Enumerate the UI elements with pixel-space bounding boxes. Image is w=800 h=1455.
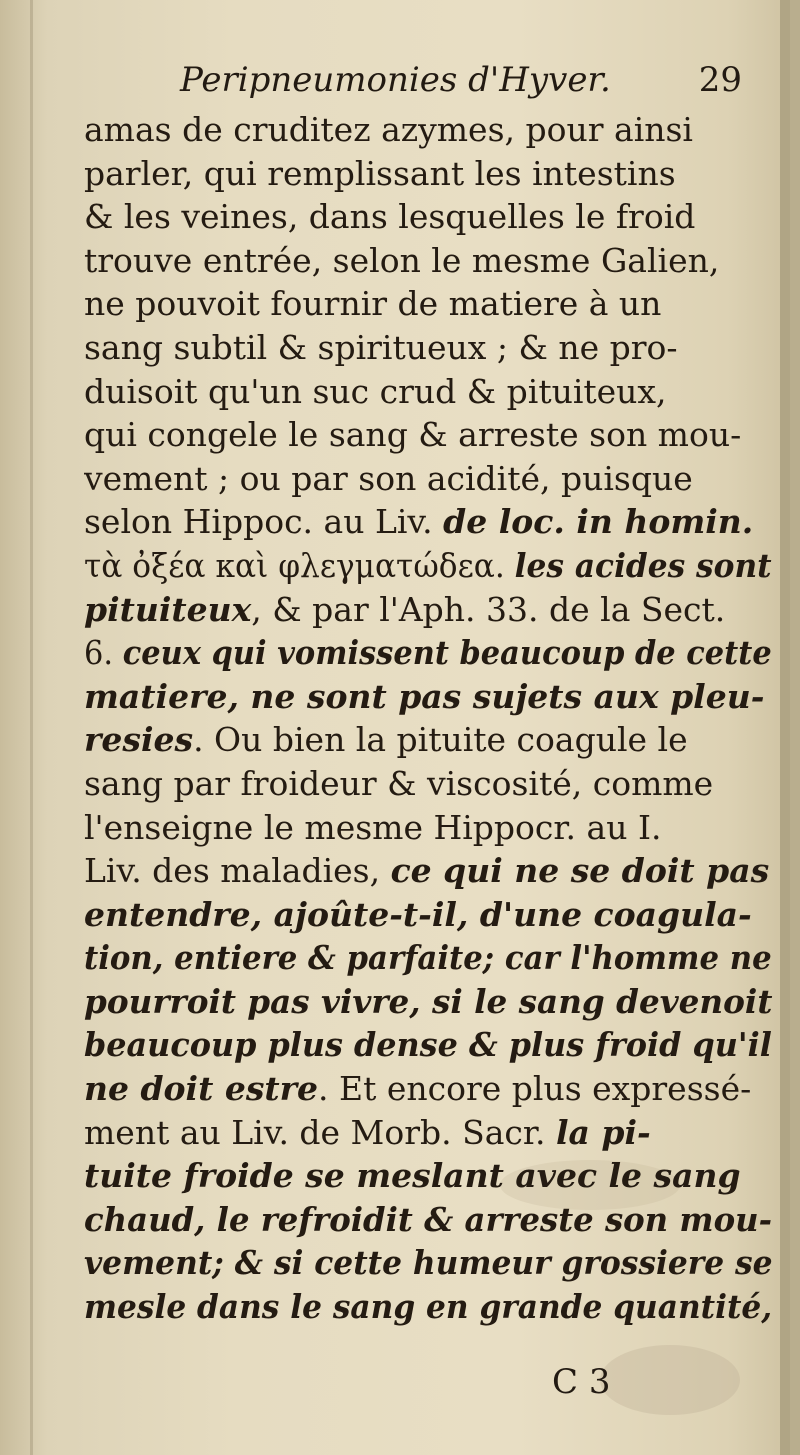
roman-segment: τὰ ὀξέα καὶ φλεγματώδεα. (84, 545, 515, 585)
italic-segment: chaud, le refroidit & arreste son mou- (84, 1199, 773, 1239)
roman-segment: 6. (84, 633, 123, 673)
text-line (84, 544, 772, 588)
gutter-shadow (30, 0, 33, 1455)
italic-segment: matiere, ne sont pas sujets aux pleu- (84, 676, 765, 716)
text-line (84, 893, 772, 937)
italic-segment: la pi- (556, 1112, 651, 1152)
roman-segment: trouve entrée, selon le mesme Galien, (84, 240, 720, 280)
text-line (84, 1111, 772, 1155)
roman-segment: . Et encore plus expressé- (318, 1069, 752, 1109)
roman-segment: amas de cruditez azymes, pour ainsi (84, 110, 693, 149)
italic-segment: les acides sont (514, 545, 772, 585)
text-line (84, 1285, 772, 1329)
text-line (84, 980, 772, 1024)
signature-mark: C 3 (552, 1362, 611, 1402)
italic-segment: mesle dans le sang en grande quantité, (84, 1287, 773, 1327)
roman-segment: & les veines, dans lesquelles le froid (84, 197, 696, 237)
italic-segment: vement; & si cette humeur grossiere se (84, 1243, 773, 1283)
text-line (84, 1198, 772, 1242)
roman-segment: parler, qui remplissant les intestins (84, 153, 676, 193)
roman-segment: , & par l'Aph. 33. de la Sect. (251, 589, 726, 629)
italic-segment: beaucoup plus dense & plus froid qu'il (84, 1025, 772, 1065)
text-line (84, 588, 772, 632)
roman-segment: sang subtil & spiritueux ; & ne pro- (84, 327, 678, 367)
text-line (84, 282, 772, 326)
italic-segment: tion, entiere & parfaite; car l'homme ne (84, 938, 772, 978)
roman-segment: qui congele le sang & arreste son mou- (84, 415, 742, 455)
page-number: 29 (698, 60, 742, 100)
text-line (84, 326, 772, 370)
italic-segment: ceux qui vomissent beaucoup de cette (122, 633, 772, 673)
text-line (84, 936, 772, 980)
text-line (84, 718, 772, 762)
italic-segment: de loc. in homin. (443, 502, 754, 542)
roman-segment: . Ou bien la pituite coagule le (193, 720, 688, 760)
roman-segment: ment au Liv. de Morb. Sacr. (84, 1112, 556, 1152)
text-line (84, 152, 772, 196)
italic-segment: ne doit estre (84, 1069, 319, 1109)
roman-segment: vement ; ou par son acidité, puisque (84, 458, 693, 498)
italic-segment: entendre, ajoûte-t-il, d'une coagula- (84, 894, 752, 934)
roman-segment: Liv. des maladies, (84, 851, 391, 891)
italic-segment: pituiteux (84, 589, 252, 629)
running-title: Peripneumonies d'Hyver. (180, 60, 611, 100)
text-line (84, 806, 772, 850)
italic-segment: resies (84, 720, 194, 760)
running-head (180, 58, 752, 108)
italic-segment: pourroit pas vivre, si le sang devenoit (84, 981, 773, 1021)
roman-segment: selon Hippoc. au Liv. (84, 502, 444, 542)
text-line (84, 413, 772, 457)
text-line (84, 108, 772, 152)
body-text (84, 108, 772, 1329)
text-line (84, 631, 772, 675)
text-line (84, 1023, 772, 1067)
text-line (84, 1241, 772, 1285)
italic-segment: ce qui ne se doit pas (390, 851, 770, 891)
roman-segment: ne pouvoit fournir de matiere à un (84, 284, 662, 324)
text-line (84, 500, 772, 544)
text-line (84, 457, 772, 501)
roman-segment: duisoit qu'un suc crud & pituiteux, (84, 371, 667, 411)
text-line (84, 675, 772, 719)
page-edge (780, 0, 790, 1455)
roman-segment: sang par froideur & viscosité, comme (84, 763, 714, 803)
text-line (84, 762, 772, 806)
text-line (84, 370, 772, 414)
italic-segment: tuite froide se meslant avec le sang (84, 1156, 741, 1196)
text-line (84, 849, 772, 893)
roman-segment: l'enseigne le mesme Hippocr. au I. (84, 807, 662, 847)
text-line (84, 195, 772, 239)
text-line (84, 1154, 772, 1198)
text-line (84, 239, 772, 283)
paper-stain (600, 1345, 740, 1415)
text-line (84, 1067, 772, 1111)
